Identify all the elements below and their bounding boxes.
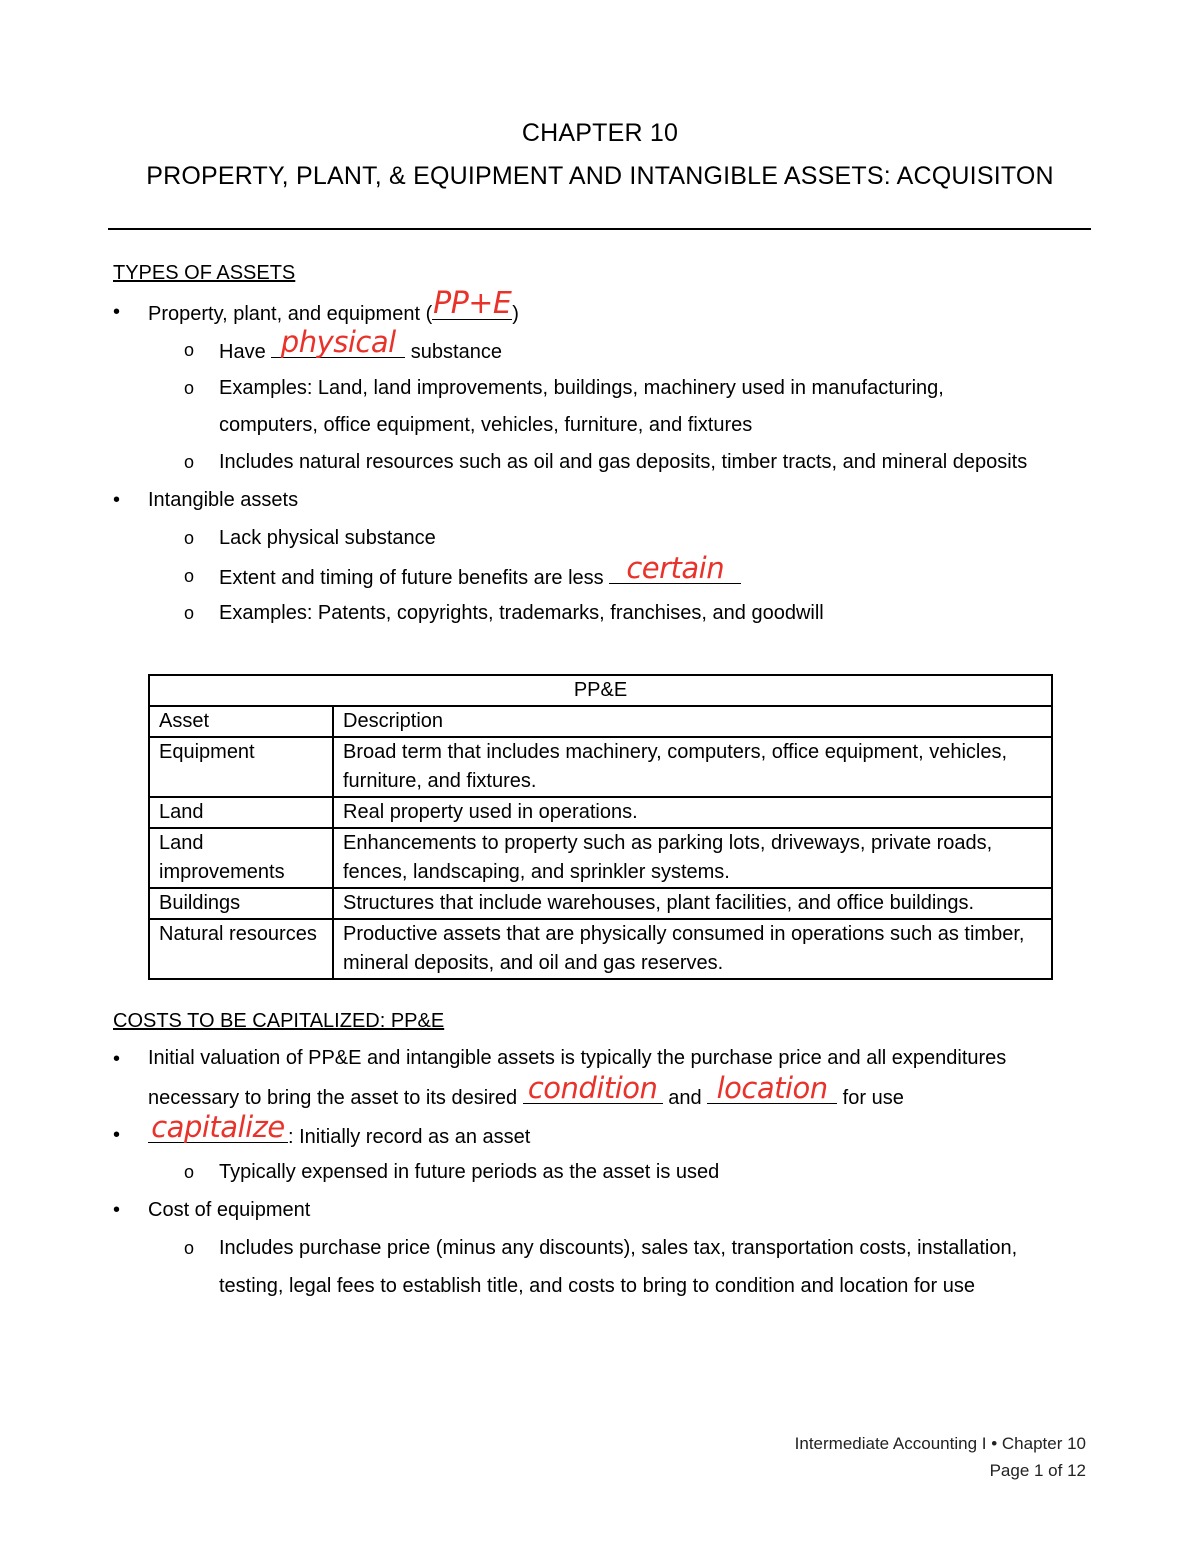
chapter-label: CHAPTER 10 [521, 119, 679, 147]
lack-line: Lack physical substance [219, 527, 436, 549]
table-row [149, 888, 1052, 919]
circle-bullet-icon: o [184, 603, 195, 623]
handwritten-ppe: PP+E [433, 286, 512, 321]
ppe-line: Property, plant, and equipment ( PP+E ) [148, 286, 519, 325]
description-cell: Broad term that includes machinery, computers, office equipment, vehicles, furniture, and fixtures. [333, 737, 1052, 797]
handwritten-condition: condition [527, 1071, 658, 1105]
table-row [149, 919, 1052, 979]
title-divider [108, 228, 1091, 230]
physical-line: Have physical substance [219, 325, 502, 363]
bullet-icon: • [113, 1048, 121, 1070]
condition-blank [523, 1071, 663, 1105]
chapter-title: PROPERTY, PLANT, & EQUIPMENT AND INTANGIBLE ASSETS: ACQUISITON [146, 162, 1054, 190]
ppe-table [148, 674, 1053, 980]
examples-line-1: Examples: Land, land improvements, buildings, machinery used in manufacturing, [219, 377, 944, 399]
location-blank [707, 1071, 837, 1105]
header-description: Description [333, 706, 1052, 737]
table-row [149, 737, 1052, 797]
intangible-line: Intangible assets [148, 489, 299, 511]
table-row [149, 797, 1052, 828]
examples-line-2: computers, office equipment, vehicles, furniture, and fixtures [219, 414, 753, 436]
cost-equipment-line: Cost of equipment [148, 1199, 311, 1221]
bullet-icon: • [113, 1199, 121, 1221]
extent-line: Extent and timing of future benefits are less certain [219, 565, 741, 590]
circle-bullet-icon: o [184, 1238, 195, 1258]
circle-bullet-icon: o [184, 566, 195, 586]
includes-line-2: testing, legal fees to establish title, and costs to bring to condition and location for use [219, 1275, 976, 1297]
description-cell: Productive assets that are physically consumed in operations such as timber, mineral deposits, and oil and gas reserves. [333, 919, 1052, 979]
handwritten-certain: certain [626, 551, 725, 585]
asset-cell: Land improvements [149, 828, 333, 888]
asset-cell: Land [149, 797, 333, 828]
includes-line-1: Includes purchase price (minus any discounts), sales tax, transportation costs, installation, [219, 1237, 1018, 1259]
handwritten-capitalize: capitalize [151, 1110, 285, 1144]
description-cell: Real property used in operations. [333, 797, 1052, 828]
types-heading: TYPES OF ASSETS [113, 262, 296, 284]
table-row [149, 828, 1052, 888]
initial-valuation-line-1: Initial valuation of PP&E and intangible assets is typically the purchase price and all expenditures [148, 1047, 1007, 1069]
costs-heading: COSTS TO BE CAPITALIZED: PP&E [113, 1010, 445, 1032]
header-asset: Asset [149, 706, 333, 737]
description-cell: Enhancements to property such as parking lots, driveways, private roads, fences, landscaping, and sprinkler systems. [333, 828, 1052, 888]
footer-page-number: Page 1 of 12 [989, 1461, 1086, 1480]
handwritten-physical: physical [280, 325, 396, 359]
certain-blank [609, 551, 741, 585]
capitalize-blank [148, 1110, 288, 1144]
asset-cell: Equipment [149, 737, 333, 797]
bullet-icon: • [113, 1124, 121, 1146]
natural-resources-line: Includes natural resources such as oil and gas deposits, timber tracts, and mineral deposits [219, 451, 1028, 473]
handwritten-location: location [716, 1071, 828, 1105]
expensed-line: Typically expensed in future periods as the asset is used [219, 1161, 720, 1183]
circle-bullet-icon: o [184, 452, 195, 472]
table-caption: PP&E [149, 675, 1052, 706]
circle-bullet-icon: o [184, 1162, 195, 1182]
asset-cell: Buildings [149, 888, 333, 919]
bullet-icon: • [113, 301, 121, 323]
asset-cell: Natural resources [149, 919, 333, 979]
description-cell: Structures that include warehouses, plant facilities, and office buildings. [333, 888, 1052, 919]
initial-valuation-line-2: necessary to bring the asset to its desired condition and location for use [148, 1071, 904, 1109]
ppe-blank [432, 286, 512, 321]
circle-bullet-icon: o [184, 378, 195, 398]
intangible-examples-line: Examples: Patents, copyrights, trademarks, franchises, and goodwill [219, 602, 824, 624]
capitalize-line: capitalize : Initially record as an asset [148, 1124, 530, 1149]
circle-bullet-icon: o [184, 528, 195, 548]
footer-course: Intermediate Accounting I • Chapter 10 [794, 1434, 1086, 1453]
circle-bullet-icon: o [184, 340, 195, 360]
bullet-icon: • [113, 489, 121, 511]
physical-blank [271, 325, 405, 359]
